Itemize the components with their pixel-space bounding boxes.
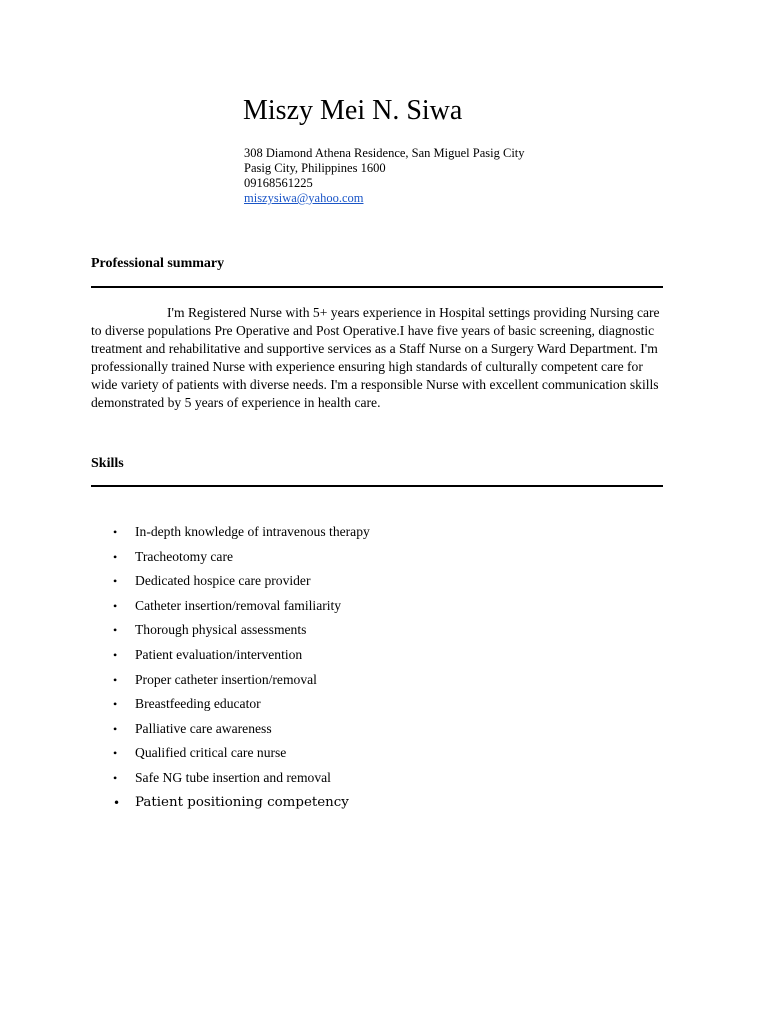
skill-text: Tracheotomy care bbox=[135, 548, 234, 564]
skill-text: Palliative care awareness bbox=[135, 720, 272, 736]
skill-item bbox=[91, 643, 370, 668]
skill-text: Dedicated hospice care provider bbox=[135, 573, 311, 589]
bullet-icon: • bbox=[113, 697, 118, 712]
skill-text: Patient evaluation/intervention bbox=[135, 646, 303, 662]
address-line-1: 308 Diamond Athena Residence, San Miguel Pasig City bbox=[244, 146, 525, 160]
skill-text: Proper catheter insertion/removal bbox=[135, 671, 317, 687]
skill-item bbox=[91, 594, 370, 619]
skill-text: In-depth knowledge of intravenous therapy bbox=[135, 524, 370, 539]
bullet-icon: • bbox=[113, 746, 118, 761]
skill-item bbox=[91, 791, 370, 816]
skill-item bbox=[91, 668, 370, 693]
bullet-icon: • bbox=[113, 623, 118, 638]
phone-number: 09168561225 bbox=[244, 176, 313, 190]
skill-text: Patient positioning competency bbox=[135, 794, 349, 810]
skill-item bbox=[91, 545, 370, 570]
skills-divider bbox=[91, 485, 663, 487]
skill-item bbox=[91, 520, 370, 545]
bullet-icon: • bbox=[113, 770, 118, 785]
skill-item bbox=[91, 766, 370, 791]
skills-heading: Skills bbox=[91, 456, 124, 471]
skill-item bbox=[91, 741, 370, 766]
contact-block bbox=[244, 146, 525, 206]
summary-divider bbox=[91, 286, 663, 288]
bullet-icon: • bbox=[113, 647, 118, 662]
skill-item bbox=[91, 569, 370, 594]
bullet-icon: • bbox=[113, 549, 118, 564]
address-line-2: Pasig City, Philippines 1600 bbox=[244, 161, 386, 175]
email-link[interactable]: miszysiwa@yahoo.com bbox=[244, 191, 364, 205]
skills-list bbox=[91, 520, 370, 815]
bullet-icon: • bbox=[113, 672, 118, 687]
skill-text: Catheter insertion/removal familiarity bbox=[135, 597, 342, 613]
summary-paragraph: I'm Registered Nurse with 5+ years experience in Hospital settings providing Nursing care to diverse populations Pre Operative and Post Operative.I have five years of basic screening, diagnostic treatment and rehabilitative and supportive services as a Staff Nurse on a Surgery Ward Department. I'm professionally trained Nurse with experience ensuring high standards of culturally competent care for wide variety of patients with diverse needs. I'm a responsible Nurse with excellent communication skills demonstrated by 5 years of experience in health care. bbox=[91, 305, 660, 410]
bullet-icon: • bbox=[113, 525, 118, 539]
skill-text: Thorough physical assessments bbox=[135, 622, 307, 638]
skill-text: Breastfeeding educator bbox=[135, 696, 261, 712]
skill-item bbox=[91, 618, 370, 643]
resume-name: Miszy Mei N. Siwa bbox=[243, 95, 463, 126]
bullet-icon: • bbox=[113, 721, 118, 736]
skill-item bbox=[91, 717, 370, 742]
skill-item bbox=[91, 692, 370, 717]
skill-text: Qualified critical care nurse bbox=[135, 745, 287, 761]
bullet-icon: • bbox=[113, 598, 118, 613]
bullet-icon: • bbox=[113, 795, 121, 810]
summary-heading: Professional summary bbox=[91, 256, 225, 271]
bullet-icon: • bbox=[113, 574, 118, 589]
skill-text: Safe NG tube insertion and removal bbox=[135, 769, 331, 785]
